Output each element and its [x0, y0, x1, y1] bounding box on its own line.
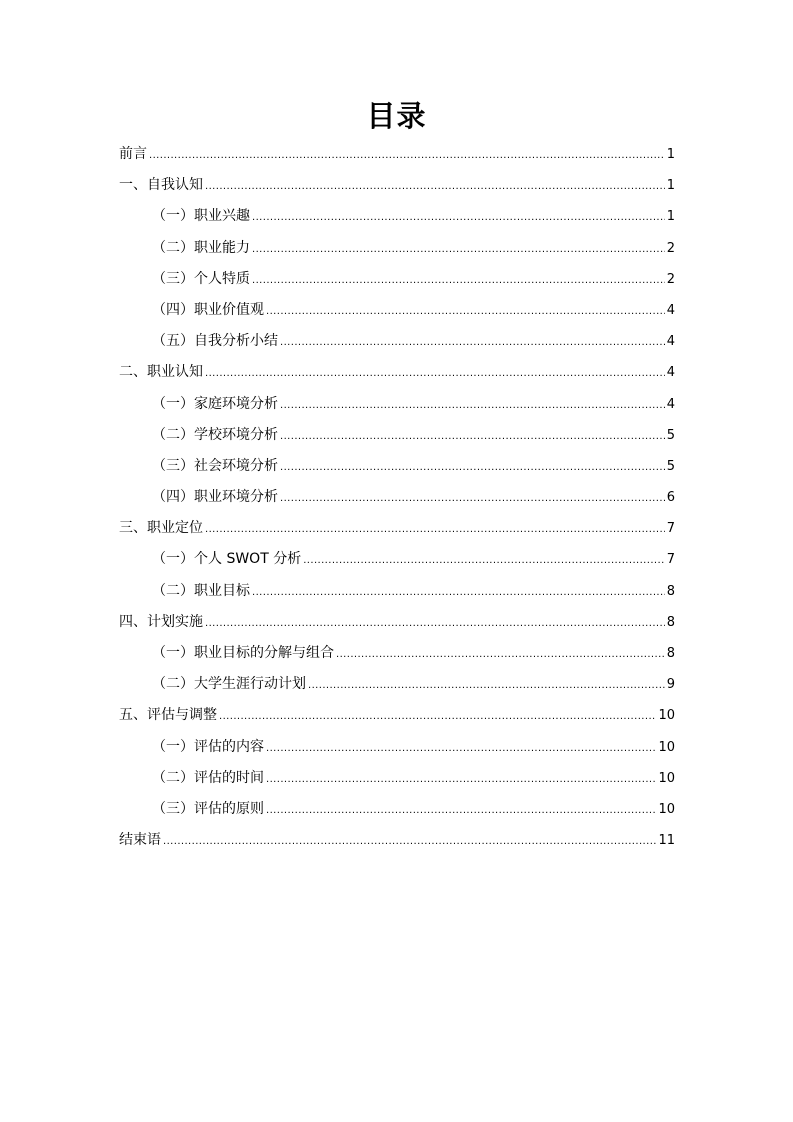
toc-section-entry[interactable]	[119, 607, 675, 638]
toc-page-number: 7	[666, 521, 675, 537]
toc-dot-leader	[252, 265, 665, 296]
toc-page-number: 8	[666, 583, 675, 599]
toc-dot-leader	[205, 358, 665, 389]
toc-entry-title: （四）职业价值观	[152, 301, 264, 318]
toc-page-number: 4	[666, 302, 675, 318]
toc-dot-leader	[266, 733, 656, 764]
toc-dot-leader	[280, 390, 665, 421]
toc-dot-leader	[205, 514, 665, 545]
toc-entry-title: （二）职业目标	[152, 582, 250, 599]
toc-entry-title: （一）职业目标的分解与组合	[152, 645, 334, 661]
toc-dot-leader	[252, 202, 665, 233]
toc-page-number: 5	[666, 458, 675, 474]
toc-dot-leader	[149, 140, 665, 171]
toc-entry-title: 结束语	[119, 832, 161, 849]
toc-entry-title: 前言	[119, 146, 147, 162]
toc-section-entry[interactable]	[119, 170, 675, 201]
toc-entry-title: （二）职业能力	[152, 239, 250, 256]
toc-page-number: 2	[666, 240, 675, 256]
toc-subsection-entry[interactable]	[119, 576, 675, 607]
toc-entry-title: （二）评估的时间	[152, 769, 264, 786]
toc-title: 目录	[366, 99, 427, 133]
toc-section-entry[interactable]	[119, 513, 675, 544]
toc-page-number: 10	[658, 708, 675, 724]
toc-subsection-entry[interactable]	[119, 326, 675, 357]
toc-list	[119, 139, 675, 856]
toc-dot-leader	[252, 577, 665, 608]
toc-page-number: 4	[666, 396, 675, 412]
toc-page-number: 11	[658, 833, 675, 849]
toc-entry-title: 二、职业认知	[119, 364, 203, 381]
toc-entry-title: （三）社会环境分析	[152, 457, 278, 474]
toc-subsection-entry[interactable]	[119, 482, 675, 513]
toc-dot-leader	[266, 764, 656, 795]
toc-entry-title: （一）评估的内容	[152, 738, 264, 755]
toc-entry-title: 四、计划实施	[119, 613, 203, 630]
toc-dot-leader	[303, 545, 665, 576]
toc-entry-title: （一）职业兴趣	[152, 208, 250, 225]
toc-dot-leader	[163, 826, 656, 857]
toc-subsection-entry[interactable]	[119, 389, 675, 420]
toc-page-number: 9	[666, 677, 675, 693]
toc-dot-leader	[280, 327, 665, 358]
toc-subsection-entry[interactable]	[119, 264, 675, 295]
toc-page-number: 10	[658, 801, 675, 817]
toc-dot-leader	[336, 639, 665, 670]
toc-dot-leader	[280, 483, 665, 514]
toc-subsection-entry[interactable]	[119, 233, 675, 264]
toc-subsection-entry[interactable]	[119, 201, 675, 232]
toc-subsection-entry[interactable]	[119, 638, 675, 669]
toc-dot-leader	[266, 296, 665, 327]
toc-section-entry[interactable]	[119, 139, 675, 170]
toc-page-number: 4	[666, 334, 675, 350]
toc-page-number: 6	[666, 490, 675, 506]
toc-subsection-entry[interactable]	[119, 669, 675, 700]
toc-section-entry[interactable]	[119, 825, 675, 856]
toc-entry-title: （三）评估的原则	[152, 800, 264, 817]
toc-dot-leader	[205, 608, 665, 639]
toc-dot-leader	[266, 795, 656, 826]
toc-page-number: 1	[666, 147, 675, 162]
toc-page-number: 1	[666, 209, 675, 225]
toc-entry-title: （四）职业环境分析	[152, 489, 278, 506]
toc-section-entry[interactable]	[119, 357, 675, 388]
toc-entry-title: （一）家庭环境分析	[152, 395, 278, 412]
toc-entry-title: （五）自我分析小结	[152, 333, 278, 350]
toc-page-number: 10	[658, 739, 675, 755]
toc-subsection-entry[interactable]	[119, 732, 675, 763]
toc-page-number: 4	[666, 365, 675, 381]
toc-page-number: 7	[666, 552, 675, 568]
toc-dot-leader	[280, 421, 665, 452]
toc-dot-leader	[205, 171, 665, 202]
toc-entry-title: 五、评估与调整	[119, 707, 217, 724]
toc-page-number: 1	[666, 178, 675, 194]
toc-page-number: 2	[666, 271, 675, 287]
toc-dot-leader	[252, 234, 665, 265]
toc-subsection-entry[interactable]	[119, 763, 675, 794]
toc-entry-title: （二）学校环境分析	[152, 426, 278, 443]
toc-page-number: 8	[666, 614, 675, 630]
toc-entry-title: 三、职业定位	[119, 520, 203, 537]
toc-page-number: 8	[666, 646, 675, 661]
toc-subsection-entry[interactable]	[119, 420, 675, 451]
toc-subsection-entry[interactable]	[119, 295, 675, 326]
toc-page-number: 10	[658, 770, 675, 786]
toc-subsection-entry[interactable]	[119, 451, 675, 482]
toc-dot-leader	[308, 670, 665, 701]
toc-entry-title: 一、自我认知	[119, 177, 203, 194]
toc-entry-title: （二）大学生涯行动计划	[152, 676, 306, 693]
toc-section-entry[interactable]	[119, 700, 675, 731]
toc-subsection-entry[interactable]	[119, 544, 675, 575]
toc-entry-title: （三）个人特质	[152, 270, 250, 287]
toc-entry-title: （一）个人 SWOT 分析	[152, 551, 302, 568]
toc-subsection-entry[interactable]	[119, 794, 675, 825]
toc-dot-leader	[280, 452, 665, 483]
toc-page-number: 5	[666, 427, 675, 443]
toc-dot-leader	[219, 701, 656, 732]
